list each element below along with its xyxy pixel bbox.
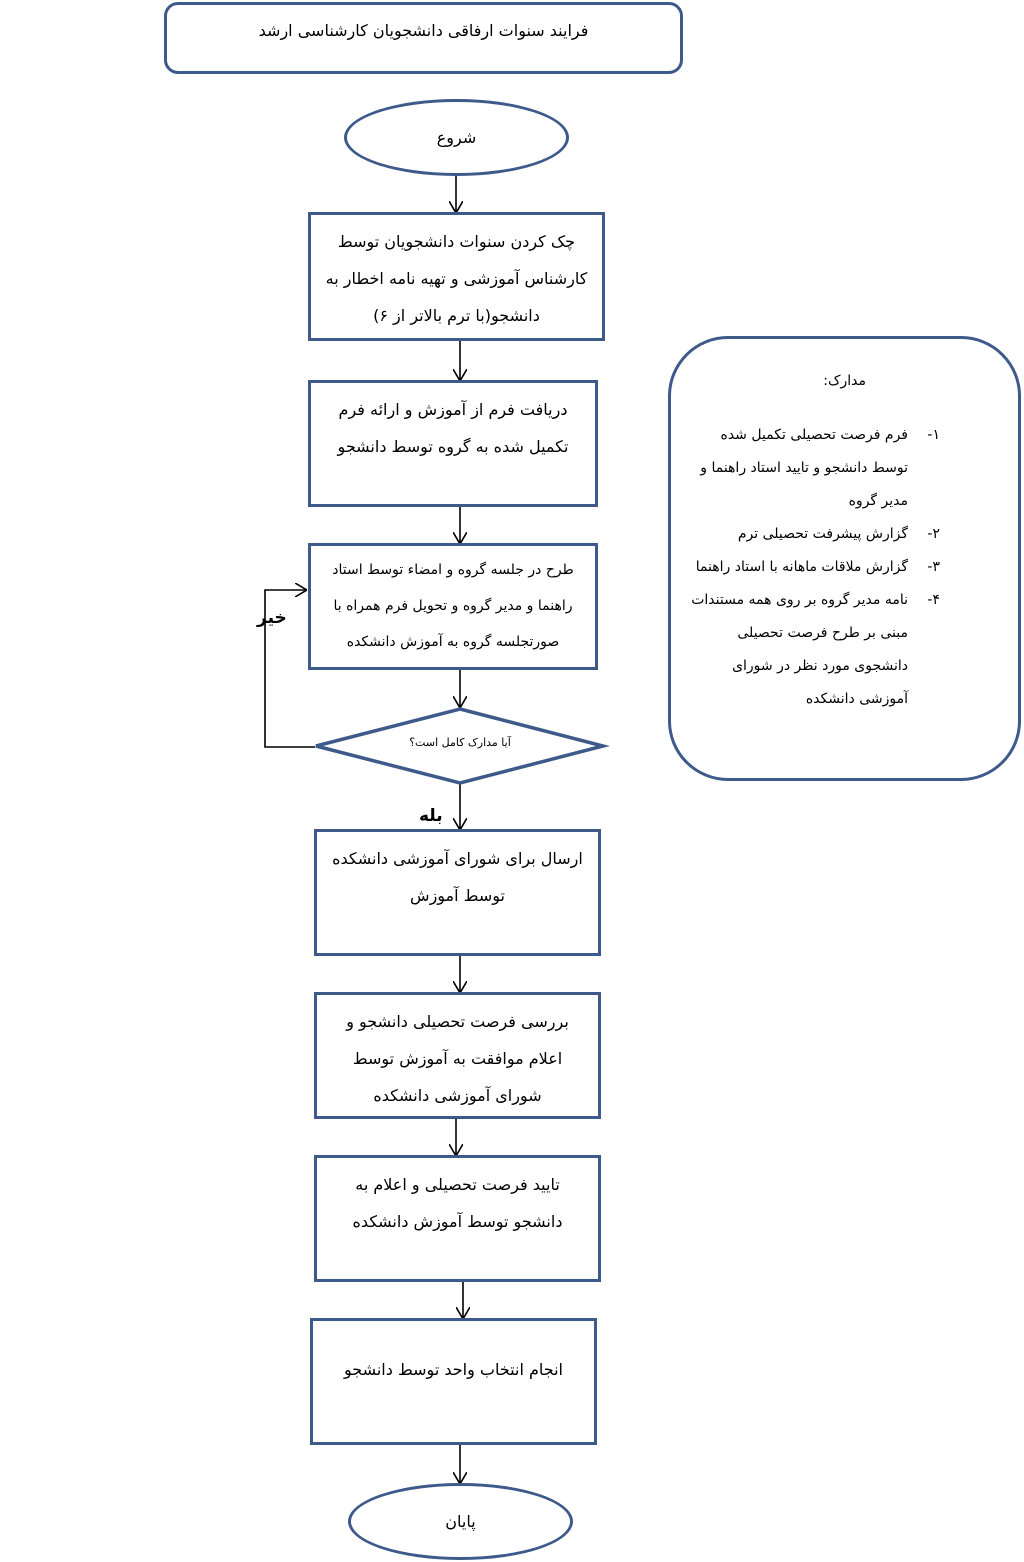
step-group-meeting [308,543,598,670]
document-number: ۱- [927,427,940,443]
decision-question: آیا مدارک کامل است؟ [409,736,511,749]
start-label: شروع [436,128,477,147]
step-course-selection [310,1318,597,1445]
document-number: ۳- [927,559,940,575]
diagram-title-text: فرایند سنوات ارفاقی دانشجویان کارشناسی ارشد [258,21,589,40]
step-label: بررسی فرصت تحصیلی دانشجو و اعلام موافقت به آموزش توسط شورای آموزشی دانشکده [346,1012,569,1105]
step-label: طرح در جلسه گروه و امضاء توسط استاد راهنما و مدیر گروه و تحویل فرم همراه با صورتجلسه گروه به آموزش دانشکده [332,562,574,650]
document-item [680,518,940,551]
step-label: ارسال برای شورای آموزشی دانشکده توسط آموزش [332,849,583,905]
document-text: نامه مدیر گروه بر روی همه مستندات مبنی بر طرح فرصت تحصیلی دانشجوی مورد نظر در شورای آموزشی دانشکده [691,592,908,707]
document-number: ۴- [927,592,940,608]
documents-list [680,419,940,716]
step-label: چک کردن سنوات دانشجویان توسط کارشناس آموزشی و تهیه نامه اخطار به دانشجو(با ترم بالاتر از ۶) [325,232,588,325]
end-node [348,1483,573,1560]
start-node [344,99,569,176]
diagram-title [164,2,683,74]
document-number: ۲- [927,526,940,542]
document-item [680,419,940,518]
step-receive-form [308,380,598,507]
step-label: انجام انتخاب واحد توسط دانشجو [343,1360,563,1379]
step-approve-notify [314,1155,601,1282]
document-item [680,584,940,716]
step-label: دریافت فرم از آموزش و ارائه فرم تکمیل شده به گروه توسط دانشجو [337,400,569,456]
documents-panel [668,336,1021,781]
documents-heading: مدارک: [823,373,866,389]
decision-no-label: خیر [257,608,287,628]
step-label: تایید فرصت تحصیلی و اعلام به دانشجو توسط آموزش دانشکده [352,1175,563,1231]
document-text: گزارش پیشرفت تحصیلی ترم [737,526,908,542]
document-text: گزارش ملاقات ماهانه با استاد راهنما [695,559,908,575]
end-label: پایان [445,1512,476,1531]
decision-yes-label: بله [419,806,443,826]
step-check-student-terms [308,212,605,341]
step-send-to-council [314,829,601,956]
step-council-review [314,992,601,1119]
document-item [680,551,940,584]
document-text: فرم فرصت تحصیلی تکمیل شده توسط دانشجو و تایید استاد راهنما و مدیر گروه [700,427,908,509]
